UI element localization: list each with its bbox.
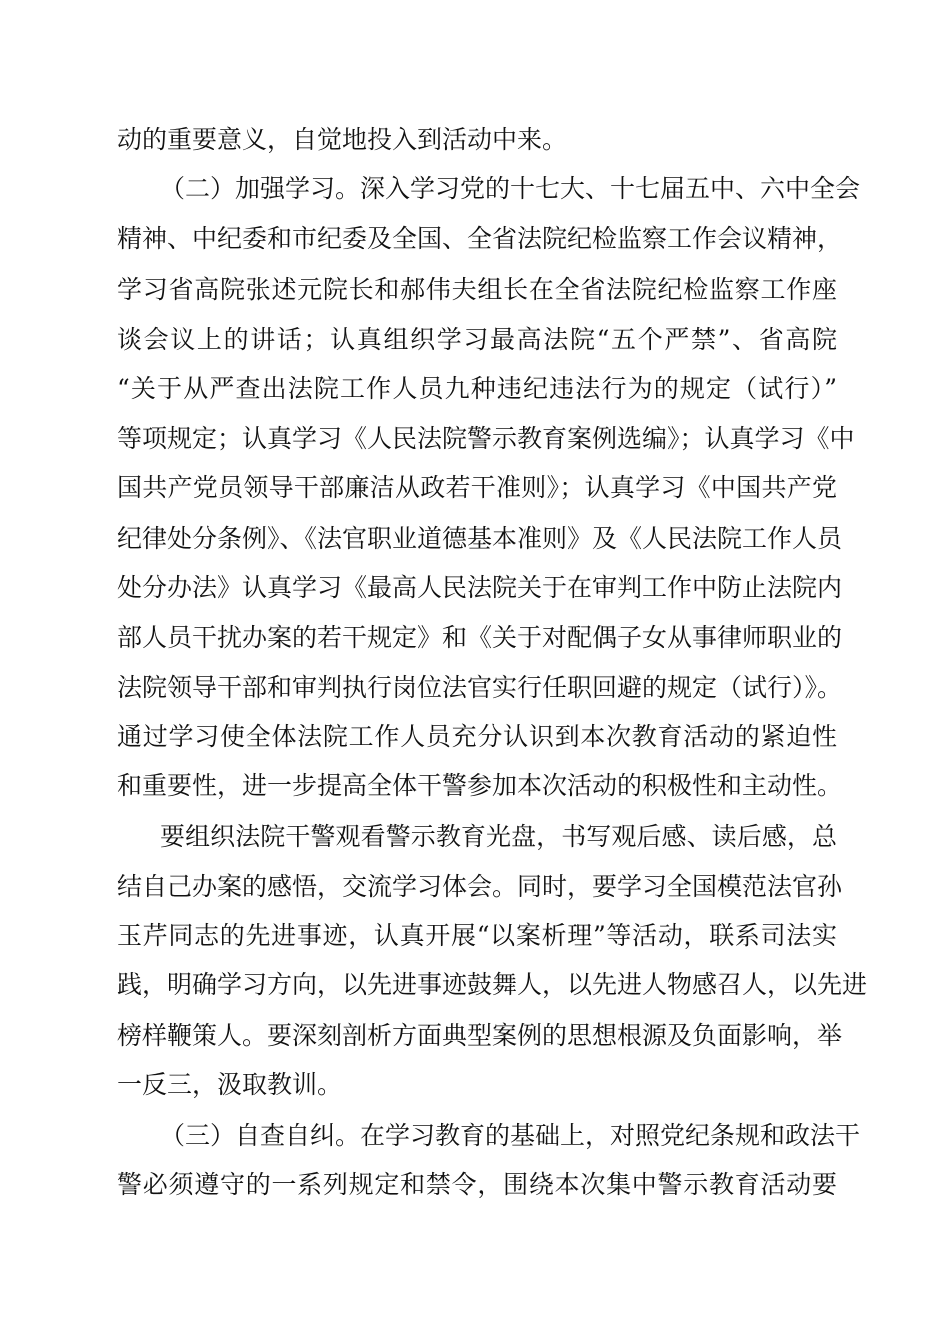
text-line: 精神、中纪委和市纪委及全国、全省法院纪检监察工作会议精神， (117, 224, 843, 253)
text-line: 等项规定；认真学习《人民法院警示教育案例选编》；认真学习《中 (117, 424, 855, 453)
text-line: 警必须遵守的一系列规定和禁令，围绕本次集中警示教育活动要 (117, 1170, 837, 1199)
text-line: 通过学习使全体法院工作人员充分认识到本次教育活动的紧迫性 (117, 722, 837, 751)
text-line: “关于从严查出法院工作人员九种违纪违法行为的规定（试行）” (117, 374, 837, 403)
text-line: 国共产党员领导干部廉洁从政若干准则》；认真学习《中国共产党 (117, 473, 837, 502)
text-line: 纪律处分条例》、《法官职业道德基本准则》及《人民法院工作人员 (117, 524, 843, 553)
text-line: 动的重要意义，自觉地投入到活动中来。 (117, 125, 568, 154)
text-line: 处分办法》认真学习《最高人民法院关于在审判工作中防止法院内 (117, 573, 843, 602)
text-line: 结自己办案的感悟，交流学习体会。同时，要学习全国模范法官孙 (117, 872, 843, 901)
text-line: 法院领导干部和审判执行岗位法官实行任职回避的规定（试行）》。 (117, 673, 843, 702)
text-line: 要组织法院干警观看警示教育光盘，书写观后感、读后感，总 (160, 822, 837, 851)
text-line: （三）自查自纠。在学习教育的基础上，对照党纪条规和政法干 (160, 1121, 861, 1150)
text-line: 部人员干扰办案的若干规定》和《关于对配偶子女从事律师职业的 (117, 623, 843, 652)
text-line: 玉芹同志的先进事迹，认真开展“以案析理”等活动，联系司法实 (117, 921, 837, 950)
text-line: 榜样鞭策人。要深刻剖析方面典型案例的思想根源及负面影响，举 (117, 1021, 843, 1050)
text-line: 一反三，汲取教训。 (117, 1070, 343, 1099)
text-line: 践，明确学习方向，以先进事迹鼓舞人，以先进人物感召人，以先进 (117, 970, 868, 999)
text-line: 谈会议上的讲话；认真组织学习最高法院“五个严禁”、省高院 (117, 325, 837, 354)
text-line: 和重要性，进一步提高全体干警参加本次活动的积极性和主动性。 (117, 771, 843, 800)
text-line: 学习省高院张述元院长和郝伟夫组长在全省法院纪检监察工作座 (117, 275, 837, 304)
text-line: （二）加强学习。深入学习党的十七大、十七届五中、六中全会 (160, 174, 861, 203)
